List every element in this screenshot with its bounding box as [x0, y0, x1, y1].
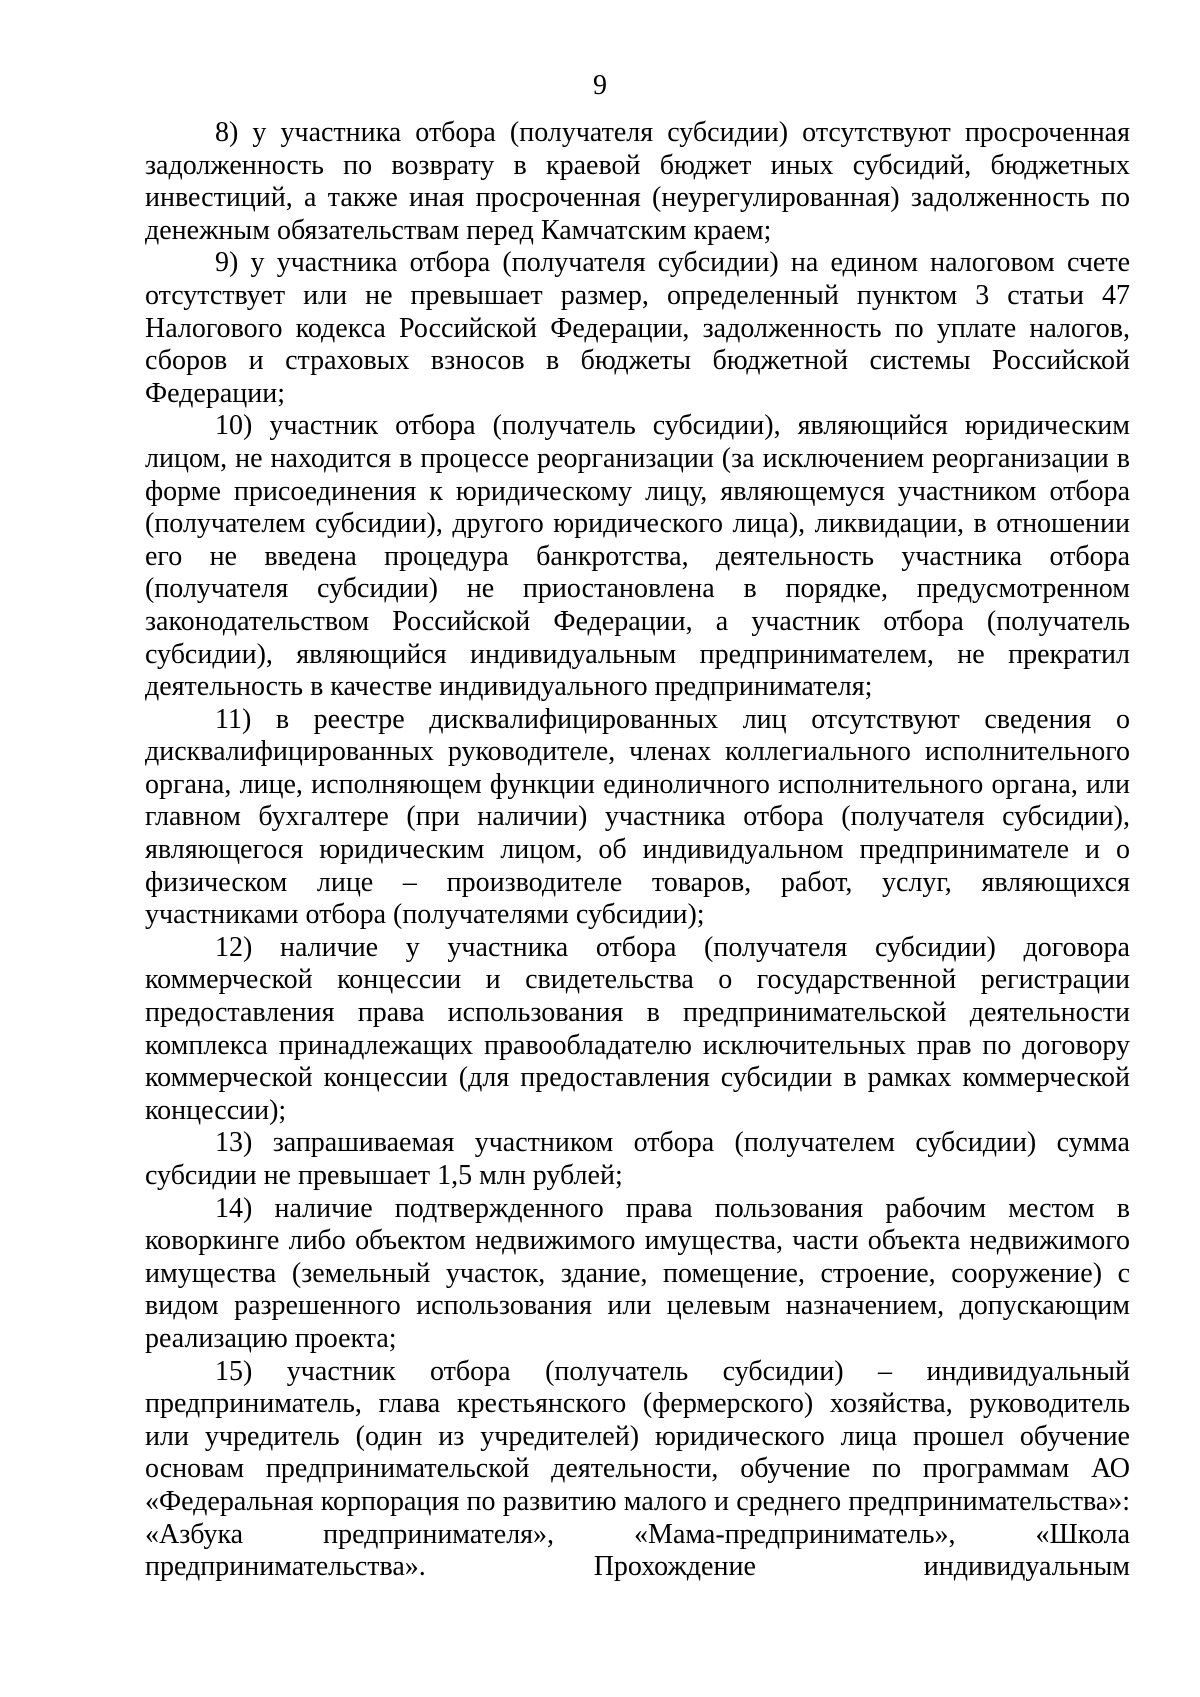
paragraph-item-9: 9) у участника отбора (получателя субсидии) на едином налоговом счете отсутствует или не превышает размер, определенный пунктом 3 статьи 47 Налогового кодекса Российской Федерации, задолженность по уплате налогов, сборов и страховых взносов в бюджеты бюджетной системы Российской Федерации;	[145, 247, 1130, 409]
paragraph-item-12: 12) наличие у участника отбора (получателя субсидии) договора коммерческой концессии и свидетельства о государственной регистрации предоставления права использования в предпринимательской деятельности комплекса принадлежащих правообладателю исключительных прав по договору коммерческой концессии (для предоставления субсидии в рамках коммерческой концессии);	[145, 931, 1130, 1126]
paragraph-item-11: 11) в реестре дисквалифицированных лиц отсутствуют сведения о дисквалифицированных руководителе, членах коллегиального исполнительного органа, лице, исполняющем функции единоличного исполнительного органа, или главном бухгалтере (при наличии) участника отбора (получателя субсидии), являющегося юридическим лицом, об индивидуальном предпринимателе и о физическом лице – производителе товаров, работ, услуг, являющихся участниками отбора (получателями субсидии);	[145, 703, 1130, 931]
document-body	[145, 117, 1130, 1584]
paragraph-item-13: 13) запрашиваемая участником отбора (получателем субсидии) сумма субсидии не превышает 1,5 млн рублей;	[145, 1127, 1130, 1191]
paragraph-item-15: 15) участник отбора (получатель субсидии) – индивидуальный предприниматель, глава крестьянского (фермерского) хозяйства, руководитель или учредитель (один из учредителей) юридического лица прошел обучение основам предпринимательской деятельности, обучение по программам АО «Федеральная корпорация по развитию малого и среднего предпринимательства»: «Азбука предпринимателя», «Мама-предприниматель», «Школа предпринимательства». Прохождение индивидуальным	[145, 1355, 1130, 1583]
page-number: 9	[593, 70, 607, 101]
paragraph-item-10: 10) участник отбора (получатель субсидии), являющийся юридическим лицом, не находится в процессе реорганизации (за исключением реорганизации в форме присоединения к юридическому лицу, являющемуся участником отбора (получателем субсидии), другого юридического лица), ликвидации, в отношении его не введена процедура банкротства, деятельность участника отбора (получателя субсидии) не приостановлена в порядке, предусмотренном законодательством Российской Федерации, а участник отбора (получатель субсидии), являющийся индивидуальным предпринимателем, не прекратил деятельность в качестве индивидуального предпринимателя;	[145, 410, 1130, 703]
paragraph-item-8: 8) у участника отбора (получателя субсидии) отсутствуют просроченная задолженность по возврату в краевой бюджет иных субсидий, бюджетных инвестиций, а также иная просроченная (неурегулированная) задолженность по денежным обязательствам перед Камчатским краем;	[145, 117, 1130, 246]
paragraph-item-14: 14) наличие подтвержденного права пользования рабочим местом в коворкинге либо объектом недвижимого имущества, части объекта недвижимого имущества (земельный участок, здание, помещение, строение, сооружение) с видом разрешенного использования или целевым назначением, допускающим реализацию проекта;	[145, 1192, 1130, 1354]
